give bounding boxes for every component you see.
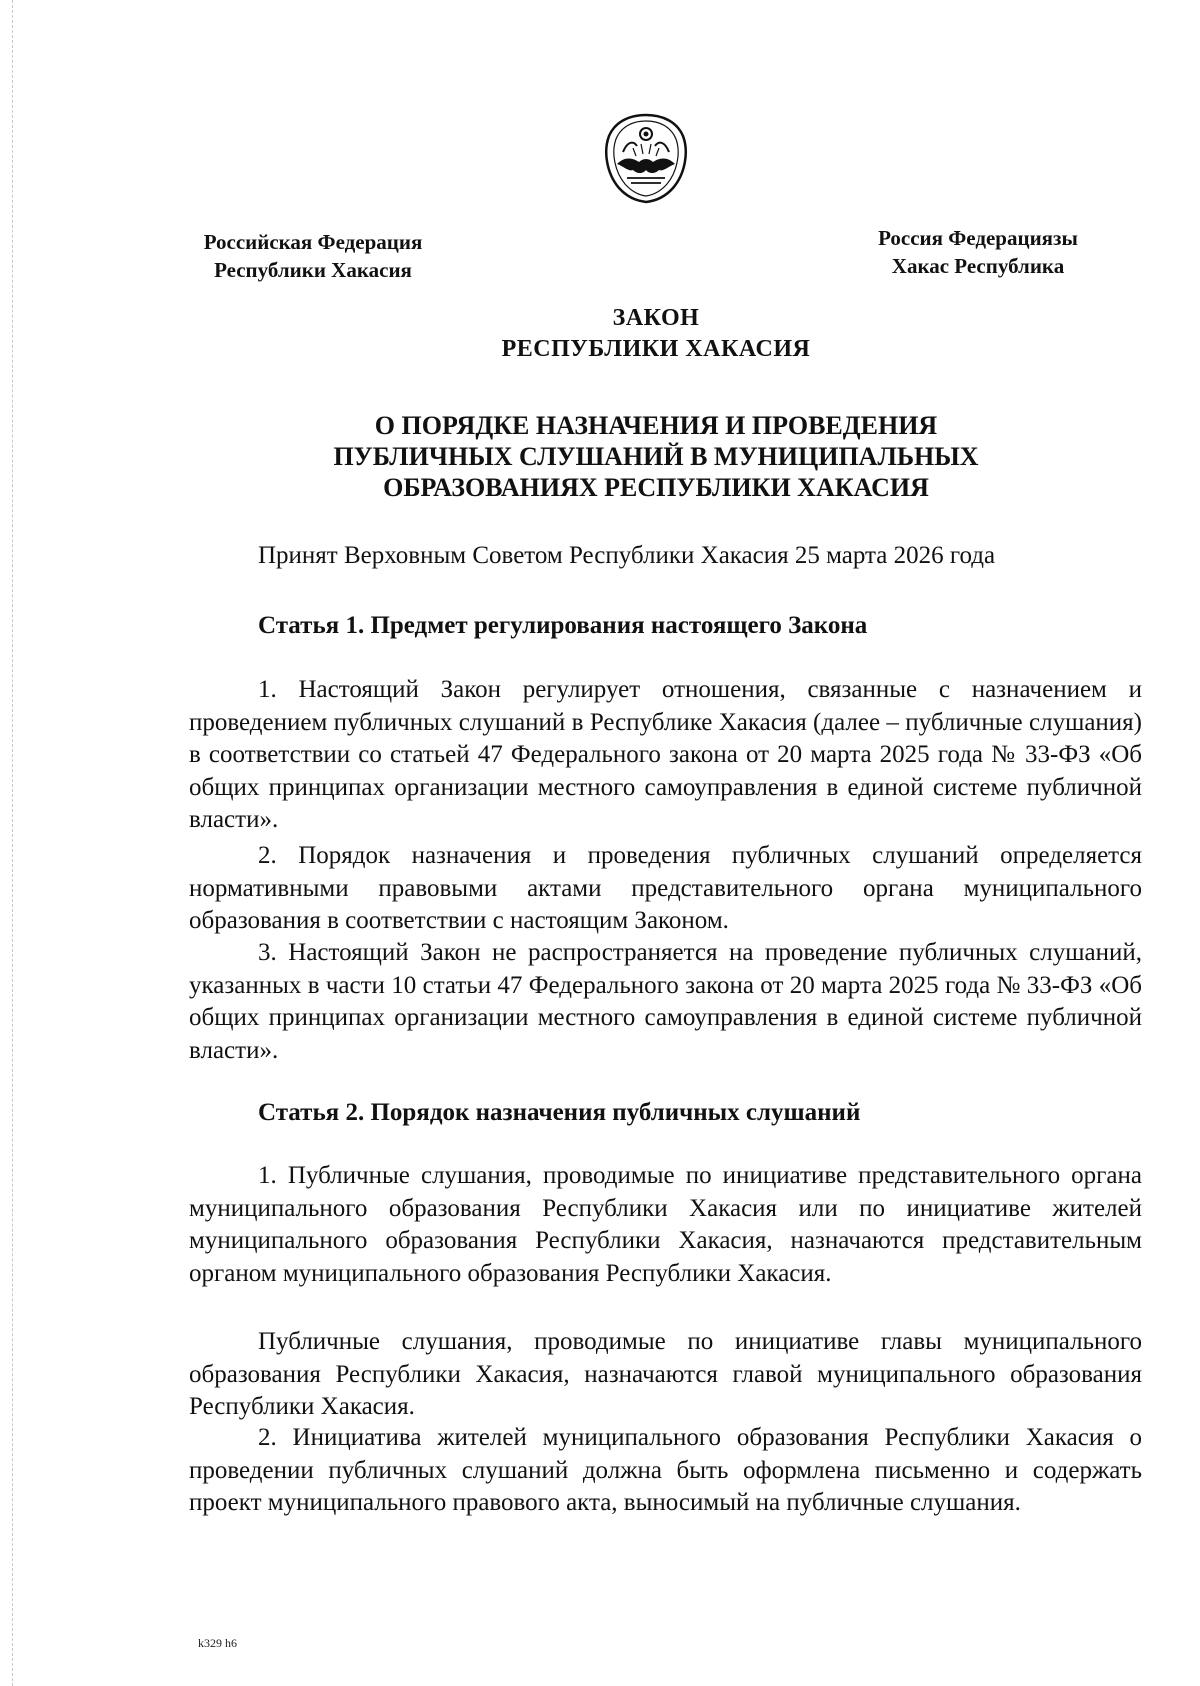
article-1-title: Статья 1. Предмет регулирования настоящего Закона — [258, 612, 868, 639]
article-2-paragraph-1: 1. Публичные слушания, проводимые по инициативе представительного органа муниципального образования Республики Хакасия или по инициативе жителей муниципального образования Республики Хакасия, назначаются представительным органом муниципального образования Республики Хакасия. — [189, 1162, 1142, 1287]
header-right-line1: Россия Федерациязы — [878, 226, 1078, 250]
article-1-paragraph-1: 1. Настоящий Закон регулирует отношения, связанные с назначением и проведением публичных слушаний в Республике Хакасия (далее – публичные слушания) в соответствии со статьей 47 Федерального закона от 20 марта 2025 года № 33-ФЗ «Об общих принципах организации местного самоуправления в единой системе публичной власти». — [189, 676, 1142, 833]
law-title-line1: ЗАКОН — [612, 305, 700, 331]
article-2-paragraph-3: 2. Инициатива жителей муниципального образования Республики Хакасия о проведении публичных слушаний должна быть оформлена письменно и содержать проект муниципального правового акта, выносимый на публичные слушания. — [189, 1424, 1142, 1516]
header-left-line2: Республики Хакасия — [214, 258, 412, 282]
article-2-title: Статья 2. Порядок назначения публичных слушаний — [258, 1099, 861, 1126]
law-subject-line3: ОБРАЗОВАНИЯХ РЕСПУБЛИКИ ХАКАСИЯ — [383, 473, 929, 502]
law-subject-line1: О ПОРЯДКЕ НАЗНАЧЕНИЯ И ПРОВЕДЕНИЯ — [374, 411, 938, 440]
scan-edge-line — [12, 0, 13, 1686]
law-title-line2: РЕСПУБЛИКИ ХАКАСИЯ — [501, 336, 811, 362]
article-1-paragraph-3: 3. Настоящий Закон не распространяется на проведение публичных слушаний, указанных в части 10 статьи 47 Федерального закона от 20 марта 2025 года № 33-ФЗ «Об общих принципах организации местного самоуправления в единой системе публичной власти». — [189, 939, 1142, 1064]
header-right — [855, 224, 1101, 280]
header-left — [190, 228, 436, 284]
header-right-line2: Хакас Республика — [891, 254, 1065, 278]
document-code: k329 h6 — [198, 1636, 237, 1650]
law-subject — [0, 410, 1200, 503]
law-title — [0, 303, 1200, 365]
adoption-note: Принят Верховным Советом Республики Хакасия 25 марта 2026 года — [258, 542, 996, 569]
header-left-line1: Российская Федерация — [203, 230, 423, 254]
law-subject-line2: ПУБЛИЧНЫХ СЛУШАНИЙ В МУНИЦИПАЛЬНЫХ — [333, 442, 979, 471]
coat-of-arms-emblem — [603, 112, 689, 204]
article-1-paragraph-2: 2. Порядок назначения и проведения публичных слушаний определяется нормативными правовыми актами представительного органа муниципального образования в соответствии с настоящим Законом. — [189, 842, 1142, 934]
article-2-paragraph-2: Публичные слушания, проводимые по инициативе главы муниципального образования Республики Хакасия, назначаются главой муниципального образования Республики Хакасия. — [189, 1328, 1142, 1420]
